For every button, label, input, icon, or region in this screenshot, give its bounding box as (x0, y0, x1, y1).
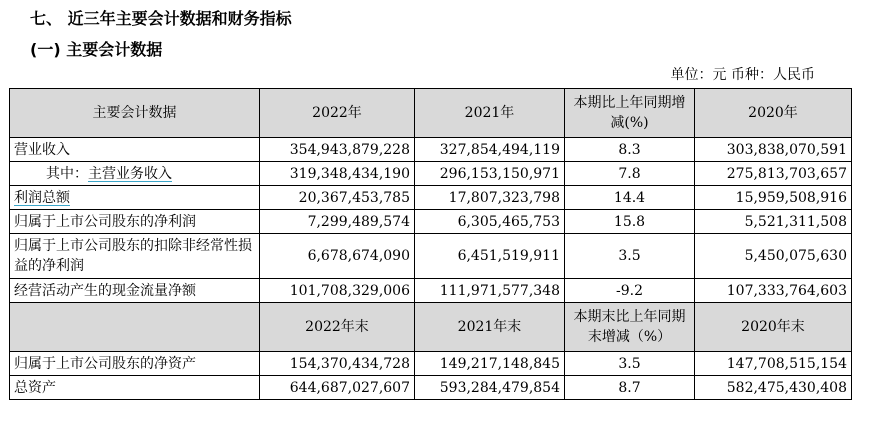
value-change: -9.2 (565, 279, 695, 303)
value-2021: 6,305,465,753 (415, 210, 565, 234)
row-label: 经营活动产生的现金流量净额 (10, 279, 260, 303)
value-2022: 20,367,453,785 (260, 186, 415, 210)
row-label: 归属于上市公司股东的净资产 (10, 352, 260, 376)
header-cell: 本期末比上年同期末增减（%） (565, 303, 695, 352)
header-cell: 2020年 (695, 89, 852, 138)
value-change: 14.4 (565, 186, 695, 210)
table-header-row (10, 303, 852, 352)
table-row (10, 138, 852, 162)
value-2022: 644,687,027,607 (260, 376, 415, 400)
row-label: 总资产 (10, 376, 260, 400)
table-row (10, 352, 852, 376)
header-cell: 2022年 (260, 89, 415, 138)
value-2021: 296,153,150,971 (415, 162, 565, 186)
header-cell: 本期比上年同期增减(%) (565, 89, 695, 138)
row-label-link: 主营业务收入 (88, 165, 172, 182)
value-2021: 111,971,577,348 (415, 279, 565, 303)
value-change: 8.3 (565, 138, 695, 162)
accounting-data-table (9, 88, 852, 400)
value-2020: 15,959,508,916 (695, 186, 852, 210)
row-label-prefix: 其中： (46, 165, 88, 182)
value-2022: 6,678,674,090 (260, 234, 415, 279)
header-cell (10, 303, 260, 352)
value-2020: 107,333,764,603 (695, 279, 852, 303)
row-label: 归属于上市公司股东的净利润 (10, 210, 260, 234)
subsection-title: (一) 主要会计数据 (30, 40, 163, 59)
value-change: 7.8 (565, 162, 695, 186)
value-2022: 7,299,489,574 (260, 210, 415, 234)
value-2021: 593,284,479,854 (415, 376, 565, 400)
row-label: 营业收入 (10, 138, 260, 162)
header-cell: 2021年末 (415, 303, 565, 352)
table-header-row (10, 89, 852, 138)
value-change: 3.5 (565, 352, 695, 376)
row-label (10, 162, 260, 186)
value-2020: 303,838,070,591 (695, 138, 852, 162)
header-cell: 2021年 (415, 89, 565, 138)
table-row (10, 279, 852, 303)
value-2020: 582,475,430,408 (695, 376, 852, 400)
table-row (10, 210, 852, 234)
table-row (10, 234, 852, 279)
value-2022: 154,370,434,728 (260, 352, 415, 376)
table-row (10, 162, 852, 186)
value-2021: 149,217,148,845 (415, 352, 565, 376)
value-2022: 319,348,434,190 (260, 162, 415, 186)
header-cell: 2020年末 (695, 303, 852, 352)
value-2021: 6,451,519,911 (415, 234, 565, 279)
value-2020: 5,450,075,630 (695, 234, 852, 279)
row-label: 归属于上市公司股东的扣除非经常性损益的净利润 (10, 234, 260, 279)
value-change: 8.7 (565, 376, 695, 400)
value-change: 3.5 (565, 234, 695, 279)
value-change: 15.8 (565, 210, 695, 234)
value-2020: 275,813,703,657 (695, 162, 852, 186)
value-2022: 101,708,329,006 (260, 279, 415, 303)
value-2022: 354,943,879,228 (260, 138, 415, 162)
row-label (10, 186, 260, 210)
table-row (10, 376, 852, 400)
value-2020: 147,708,515,154 (695, 352, 852, 376)
section-title: 七、 近三年主要会计数据和财务指标 (30, 9, 292, 28)
header-cell: 主要会计数据 (10, 89, 260, 138)
value-2020: 5,521,311,508 (695, 210, 852, 234)
value-2021: 17,807,323,798 (415, 186, 565, 210)
header-cell: 2022年末 (260, 303, 415, 352)
unit-line: 单位：元 币种：人民币 (670, 67, 815, 83)
table-row (10, 186, 852, 210)
row-label-link: 利润总额 (14, 189, 70, 206)
value-2021: 327,854,494,119 (415, 138, 565, 162)
